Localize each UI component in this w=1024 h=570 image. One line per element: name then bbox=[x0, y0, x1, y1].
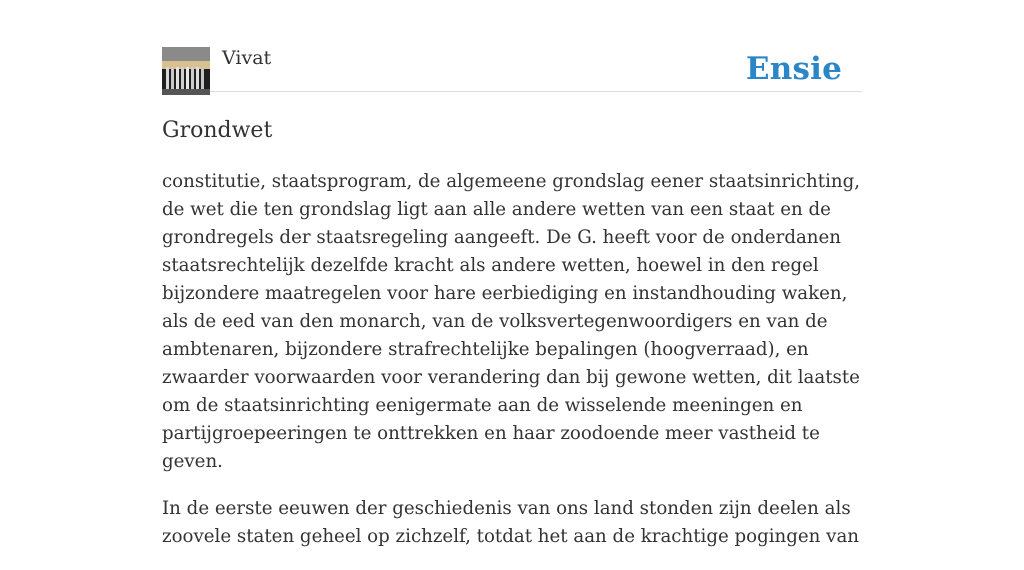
article-body bbox=[162, 168, 862, 570]
book-spines-icon bbox=[162, 47, 210, 95]
author-name[interactable]: Vivat bbox=[222, 47, 272, 69]
article-page bbox=[162, 0, 862, 547]
page-title: Grondwet bbox=[162, 118, 273, 143]
brand-logo[interactable]: Ensie bbox=[745, 51, 842, 87]
article-paragraph: constitutie, staatsprogram, de algemeene grondslag eener staatsinrichting, de wet die ten grondslag ligt aan alle andere wetten van een staat en de grondregels der staatsregeling aangeeft. De G. heeft voor de onderdanen staatsrechtelijk dezelfde kracht als andere wetten, hoewel in den regel bijzondere maatregelen voor hare eerbiediging en instandhouding waken, als de eed van den monarch, van de volksvertegenwoordigers en van de ambtenaren, bijzondere strafrechtelijke bepalingen (hoogverraad), en zwaarder voorwaarden voor verandering dan bij gewone wetten, dit laatste om de staatsinrichting eenigermate aan de wisselende meeningen en partijgroepeeringen te onttrekken en haar zoodoende meer vastheid te geven. bbox=[162, 171, 861, 472]
header bbox=[162, 0, 862, 92]
avatar[interactable] bbox=[162, 47, 210, 95]
article-paragraph: In de eerste eeuwen der geschiedenis van ons land stonden zijn deelen als zoovele staten geheel op zichzelf, totdat het aan de krachtige pogingen van bbox=[162, 498, 860, 547]
